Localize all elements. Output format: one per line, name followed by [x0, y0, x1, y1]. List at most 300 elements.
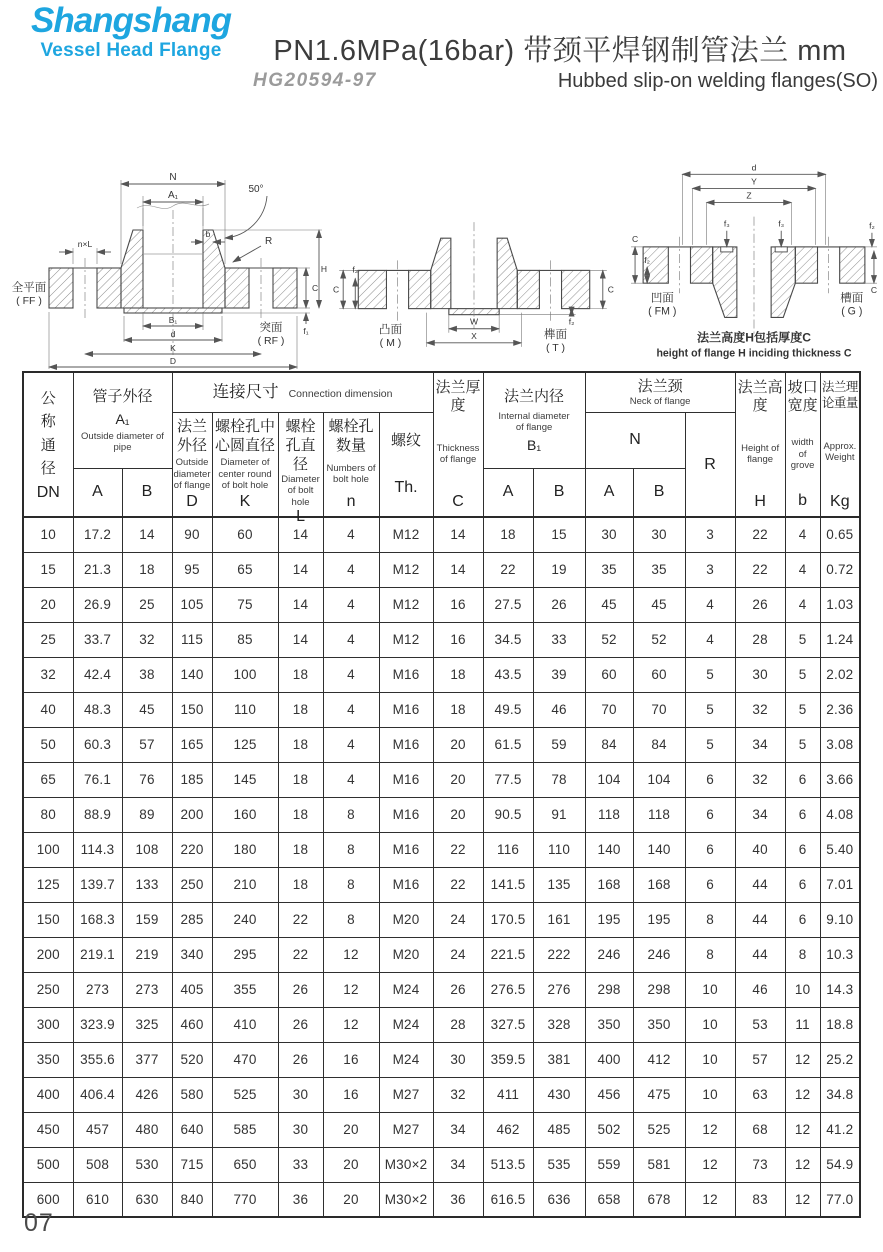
cell: 28: [735, 622, 785, 657]
header-col-k: [212, 413, 278, 518]
cell: 26: [533, 587, 585, 622]
table-row: [23, 692, 860, 727]
cell: 18.8: [820, 1007, 860, 1042]
header-b-code: b: [798, 492, 808, 510]
cell: 85: [212, 622, 278, 657]
cell: 285: [172, 902, 212, 937]
cell: M16: [379, 867, 433, 902]
cell: 1.24: [820, 622, 860, 657]
dim-label-B1: B₁: [168, 315, 178, 325]
cell: 35: [633, 552, 685, 587]
cell: 16: [323, 1077, 379, 1112]
cell: 3.66: [820, 762, 860, 797]
cell: 8: [323, 832, 379, 867]
cell: 18: [483, 517, 533, 552]
cell: 118: [633, 797, 685, 832]
cell: 141.5: [483, 867, 533, 902]
cell: 22: [735, 517, 785, 552]
cell: 6: [785, 832, 820, 867]
cell: 140: [585, 832, 633, 867]
header-pipe-sub: A₁: [115, 410, 130, 427]
cell: 4.08: [820, 797, 860, 832]
cell: 43.5: [483, 657, 533, 692]
header-groove-width: [785, 372, 820, 517]
cell: M16: [379, 797, 433, 832]
cell: 5: [785, 657, 820, 692]
dim-label-C-left: C: [333, 284, 340, 295]
header-conn-en: Connection dimension: [288, 388, 393, 401]
cell: 104: [633, 762, 685, 797]
cell: M24: [379, 1007, 433, 1042]
face-label-m-en: ( M ): [379, 336, 402, 349]
header-sub-label: A: [502, 483, 514, 501]
cell: 6: [785, 902, 820, 937]
cell: 30: [735, 657, 785, 692]
cell: 161: [533, 902, 585, 937]
header-col-N: [585, 413, 685, 469]
cell: 42.4: [73, 657, 122, 692]
face-label-rf-cn: 突面: [259, 322, 283, 334]
cell: 513.5: [483, 1147, 533, 1182]
header-neck-b: [633, 468, 685, 517]
cell: 6: [685, 797, 735, 832]
header-neck-cn: 法兰颈: [637, 377, 683, 395]
face-label-t-en: ( T ): [546, 341, 565, 354]
header-neck: [585, 372, 735, 413]
table-row: [23, 657, 860, 692]
table-row: [23, 517, 860, 552]
cell: 24: [433, 937, 483, 972]
cell: 3: [685, 517, 735, 552]
header-col-l: [278, 413, 323, 525]
cell: 359.5: [483, 1042, 533, 1077]
cell: 150: [23, 902, 73, 937]
cell: 219.1: [73, 937, 122, 972]
cell: 26: [278, 1007, 323, 1042]
cell: 210: [212, 867, 278, 902]
header-th-code: Th.: [394, 478, 418, 496]
cell: 88.9: [73, 797, 122, 832]
cell: 276: [533, 972, 585, 1007]
cell: 7.01: [820, 867, 860, 902]
cell: 298: [633, 972, 685, 1007]
spec-table: [22, 371, 861, 1218]
header-col-th: [379, 413, 433, 518]
dim-label-f3b: f₃: [778, 218, 785, 229]
cell: 16: [433, 622, 483, 657]
table-row: [23, 1182, 860, 1217]
cell: 5: [685, 692, 735, 727]
cell: 26: [433, 972, 483, 1007]
dim-label-f3a: f₃: [723, 218, 730, 229]
cell: 125: [212, 727, 278, 762]
cell: 4: [785, 517, 820, 552]
cell: 33: [278, 1147, 323, 1182]
cell: M12: [379, 622, 433, 657]
cell: 10: [685, 1007, 735, 1042]
cell: 57: [122, 727, 172, 762]
cell: 24: [433, 902, 483, 937]
cell: 30: [433, 1042, 483, 1077]
cell: 3: [685, 552, 735, 587]
cell: 6: [785, 797, 820, 832]
cell: 462: [483, 1112, 533, 1147]
header-conn-cn: 连接尺寸: [212, 383, 279, 402]
dim-label-Y: Y: [751, 176, 757, 187]
cell: 108: [122, 832, 172, 867]
cell: 18: [433, 692, 483, 727]
spec-table-container: [22, 371, 861, 1218]
cell: M27: [379, 1077, 433, 1112]
cell: 8: [685, 902, 735, 937]
face-label-ff-en: ( FF ): [16, 295, 42, 307]
cell: 18: [433, 657, 483, 692]
header-n-en: Numbers of bolt hole: [326, 463, 376, 486]
cell: 525: [212, 1077, 278, 1112]
header-sub-label: A: [92, 483, 103, 501]
cell: 535: [533, 1147, 585, 1182]
cell: 76: [122, 762, 172, 797]
cell: 6: [785, 867, 820, 902]
face-label-g-en: ( G ): [841, 305, 863, 318]
face-label-ff-cn: 全平面: [11, 282, 47, 294]
cell: 110: [533, 832, 585, 867]
header-R-label: R: [704, 455, 716, 473]
cell: 150: [172, 692, 212, 727]
cell: 650: [212, 1147, 278, 1182]
cell: 630: [122, 1182, 172, 1217]
cell: 273: [122, 972, 172, 1007]
table-row: [23, 587, 860, 622]
cell: 105: [172, 587, 212, 622]
header-k-code: K: [239, 492, 251, 510]
cell: 15: [23, 552, 73, 587]
cell: 49.5: [483, 692, 533, 727]
dim-label-N: N: [169, 172, 177, 183]
cell: 41.2: [820, 1112, 860, 1147]
cell: 325: [122, 1007, 172, 1042]
diagram-caption-cn: 法兰高度H包括厚度C: [696, 330, 812, 345]
cell: 15: [533, 517, 585, 552]
cell: 525: [633, 1112, 685, 1147]
cell: 33.7: [73, 622, 122, 657]
cell: 118: [585, 797, 633, 832]
cell: 276.5: [483, 972, 533, 1007]
cell: 381: [533, 1042, 585, 1077]
flange-diagram-ff-rf: [8, 150, 330, 370]
cell: 502: [585, 1112, 633, 1147]
header-l-en: Diameter of bolt hole: [281, 474, 320, 508]
cell: 22: [278, 937, 323, 972]
cell: 8: [785, 937, 820, 972]
cell: 20: [433, 727, 483, 762]
cell: 40: [735, 832, 785, 867]
header-b1-cn: 法兰内径: [504, 387, 565, 405]
cell: 30: [278, 1112, 323, 1147]
table-row: [23, 937, 860, 972]
cell: 350: [23, 1042, 73, 1077]
cell: 4: [685, 587, 735, 622]
cell: 12: [323, 937, 379, 972]
dim-label-angle: 50°: [248, 184, 264, 195]
cell: 12: [785, 1077, 820, 1112]
cell: 140: [633, 832, 685, 867]
cell: 33: [533, 622, 585, 657]
header-d-en: Outside diameter of flange: [173, 457, 211, 491]
dim-label-W: W: [469, 316, 479, 327]
cell: 426: [122, 1077, 172, 1112]
table-row: [23, 972, 860, 1007]
cell: 22: [433, 832, 483, 867]
dim-label-f2-right: f₂: [568, 316, 575, 327]
cell: M16: [379, 692, 433, 727]
cell: 34.8: [820, 1077, 860, 1112]
header-col-R: [685, 413, 735, 518]
cell: 10: [785, 972, 820, 1007]
cell: 200: [172, 797, 212, 832]
header-dn-cn: 公称通径: [40, 390, 56, 477]
cell: 26: [278, 1042, 323, 1077]
cell: 11: [785, 1007, 820, 1042]
cell: 12: [685, 1147, 735, 1182]
cell: 116: [483, 832, 533, 867]
table-row: [23, 1042, 860, 1077]
cell: 14: [433, 552, 483, 587]
cell: 4: [323, 517, 379, 552]
cell: 34: [735, 727, 785, 762]
cell: 350: [585, 1007, 633, 1042]
cell: M12: [379, 517, 433, 552]
cell: M20: [379, 937, 433, 972]
cell: 68: [735, 1112, 785, 1147]
cell: 5: [785, 692, 820, 727]
cell: 1.03: [820, 587, 860, 622]
cell: 520: [172, 1042, 212, 1077]
table-row: [23, 762, 860, 797]
header-k-cn: 螺栓孔中心圆直径: [215, 418, 276, 454]
cell: 84: [585, 727, 633, 762]
brand-logo: [24, 2, 238, 62]
header-col-d: [172, 413, 212, 518]
cell: 4: [685, 622, 735, 657]
cell: 60.3: [73, 727, 122, 762]
cell: 4: [323, 552, 379, 587]
header-height: [735, 372, 785, 517]
header-b1-b: [533, 468, 585, 517]
cell: 250: [172, 867, 212, 902]
cell: 14: [122, 517, 172, 552]
cell: 18: [278, 797, 323, 832]
header-neck-en: Neck of flange: [629, 396, 691, 408]
header-b-en: width of grove: [790, 437, 815, 471]
cell: 460: [172, 1007, 212, 1042]
cell: 159: [122, 902, 172, 937]
cell: 480: [122, 1112, 172, 1147]
header-sub-label: B: [653, 483, 665, 501]
header-d-cn: 法兰外径: [177, 418, 208, 454]
cell: 500: [23, 1147, 73, 1182]
header-pipe-od: [73, 372, 172, 468]
cell: 78: [533, 762, 585, 797]
cell: 4: [323, 762, 379, 797]
cell: 3.08: [820, 727, 860, 762]
dim-label-Z: Z: [746, 190, 752, 201]
cell: 377: [122, 1042, 172, 1077]
cell: 145: [212, 762, 278, 797]
header-l-code: L: [296, 507, 305, 525]
cell: 45: [633, 587, 685, 622]
cell: 76.1: [73, 762, 122, 797]
cell: 26: [278, 972, 323, 1007]
cell: 4: [323, 657, 379, 692]
cell: M27: [379, 1112, 433, 1147]
header-weight: [820, 372, 860, 517]
cell: 585: [212, 1112, 278, 1147]
spec-table-head: [23, 372, 860, 525]
cell: 14: [278, 622, 323, 657]
cell: 457: [73, 1112, 122, 1147]
cell: 770: [212, 1182, 278, 1217]
cell: 185: [172, 762, 212, 797]
cell: 430: [533, 1077, 585, 1112]
table-body: [23, 517, 860, 1217]
cell: M24: [379, 1042, 433, 1077]
cell: 140: [172, 657, 212, 692]
header-h-code: H: [754, 492, 766, 510]
dim-label-f2-left: f₂: [644, 255, 651, 266]
dim-label-C-right: C: [607, 284, 614, 295]
header-sub-label: B: [553, 483, 565, 501]
cell: 30: [278, 1077, 323, 1112]
header-c-en: Thickness of flange: [436, 443, 480, 466]
cell: 12: [685, 1182, 735, 1217]
cell: 53: [735, 1007, 785, 1042]
cell: 90: [172, 517, 212, 552]
flange-section: [358, 222, 589, 329]
face-label-fm-en: ( FM ): [648, 305, 677, 318]
cell: 60: [585, 657, 633, 692]
cell: 91: [533, 797, 585, 832]
cell: 18: [278, 692, 323, 727]
cell: 22: [735, 552, 785, 587]
cell: 10.3: [820, 937, 860, 972]
table-row: [23, 902, 860, 937]
cell: 616.5: [483, 1182, 533, 1217]
header-th-cn: 螺纹: [391, 432, 422, 450]
cell: 61.5: [483, 727, 533, 762]
cell: 20: [323, 1112, 379, 1147]
cell: 323.9: [73, 1007, 122, 1042]
dim-label-H: H: [320, 264, 328, 274]
cell: 559: [585, 1147, 633, 1182]
dim-label-d: d: [751, 162, 757, 173]
cell: 411: [483, 1077, 533, 1112]
diagram-caption-en: height of flange H inciding thickness C: [656, 347, 852, 360]
cell: 400: [23, 1077, 73, 1112]
header-d-code: D: [186, 492, 198, 510]
header-dn: [23, 372, 73, 517]
cell: 77.5: [483, 762, 533, 797]
header-sub-label: A: [603, 483, 615, 501]
cell: 39: [533, 657, 585, 692]
cell: 658: [585, 1182, 633, 1217]
cell: 20: [323, 1147, 379, 1182]
table-row: [23, 1112, 860, 1147]
cell: 35: [585, 552, 633, 587]
cell: 5: [785, 622, 820, 657]
header-c-cn: 法兰厚度: [435, 378, 481, 415]
cell: 4: [785, 587, 820, 622]
dim-label-A1: A₁: [167, 190, 179, 201]
cell: 20: [433, 797, 483, 832]
cell: 83: [735, 1182, 785, 1217]
cell: 12: [785, 1112, 820, 1147]
cell: 328: [533, 1007, 585, 1042]
cell: M20: [379, 902, 433, 937]
cell: 8: [323, 867, 379, 902]
cell: 222: [533, 937, 585, 972]
dim-label-D: D: [169, 356, 177, 366]
cell: 18: [278, 832, 323, 867]
dim-label-f2-left: f₂: [352, 264, 359, 275]
cell: 34.5: [483, 622, 533, 657]
cell: 20: [323, 1182, 379, 1217]
cell: 44: [735, 937, 785, 972]
header-kg-cn: 法兰理论重量: [821, 379, 858, 410]
table-row: [23, 622, 860, 657]
cell: 0.65: [820, 517, 860, 552]
header-thickness: [433, 372, 483, 517]
cell: M16: [379, 657, 433, 692]
cell: 30: [585, 517, 633, 552]
face-label-t-cn: 榫面: [543, 328, 568, 341]
cell: 12: [785, 1042, 820, 1077]
cell: 406.4: [73, 1077, 122, 1112]
cell: 18: [278, 727, 323, 762]
cell: 32: [23, 657, 73, 692]
cell: 4: [323, 692, 379, 727]
cell: 298: [585, 972, 633, 1007]
cell: 25: [23, 622, 73, 657]
cell: 44: [735, 902, 785, 937]
cell: 470: [212, 1042, 278, 1077]
cell: 28: [433, 1007, 483, 1042]
cell: 45: [585, 587, 633, 622]
dim-label-f2-right: f₂: [869, 220, 875, 231]
header-h-en: Height of flange: [741, 443, 780, 466]
cell: 44: [735, 867, 785, 902]
page-number: 07: [24, 1209, 54, 1237]
dim-label-C: C: [312, 283, 319, 293]
cell: 46: [533, 692, 585, 727]
cell: 20: [433, 762, 483, 797]
header-pipe-b: [122, 468, 172, 517]
cell: 12: [785, 1182, 820, 1217]
cell: 38: [122, 657, 172, 692]
cell: 530: [122, 1147, 172, 1182]
cell: 8: [323, 797, 379, 832]
dim-label-R: R: [265, 236, 273, 247]
cell: 63: [735, 1077, 785, 1112]
cell: M12: [379, 552, 433, 587]
table-row: [23, 832, 860, 867]
cell: 2.36: [820, 692, 860, 727]
cell: 340: [172, 937, 212, 972]
standard-number: HG20594-97: [253, 70, 377, 91]
cell: M24: [379, 972, 433, 1007]
cell: 475: [633, 1077, 685, 1112]
cell: 10: [685, 972, 735, 1007]
